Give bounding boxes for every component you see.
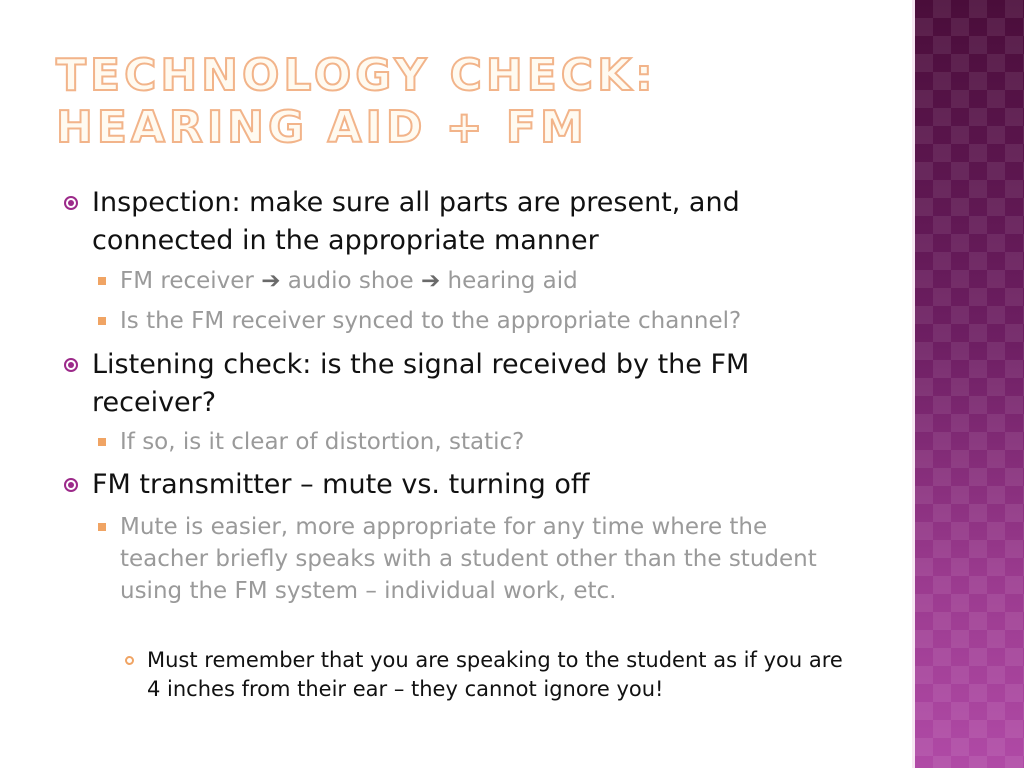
bullet-listening [92, 346, 852, 422]
bullet-synced [120, 305, 880, 337]
slide-title: TECHNOLOGY CHECK: HEARING AID + FM [56, 50, 657, 153]
bullet-remember [147, 646, 857, 704]
fm-receiver-label: FM receiver [120, 268, 254, 294]
bullet-remember-text: Must remember that you are speaking to the student as if you are 4 inches from their ear – they cannot ignore you! [147, 648, 843, 701]
diamond-pattern [915, 0, 1024, 768]
bullet-fm-chain-text [120, 265, 860, 297]
bullet-transmitter-text: FM transmitter – mute vs. turning off [92, 469, 590, 500]
circle-dot-bullet-icon [64, 358, 78, 372]
bullet-inspection-text: Inspection: make sure all parts are present, and connected in the appropriate manner [92, 187, 740, 256]
bullet-distortion [120, 426, 860, 458]
square-bullet-icon [98, 277, 106, 285]
square-bullet-icon [98, 438, 106, 446]
bullet-transmitter [92, 466, 852, 504]
bullet-mute-text: Mute is easier, more appropriate for any time where the teacher briefly speaks with a student other than the student using the FM system – individual work, etc. [120, 514, 817, 604]
ring-bullet-icon [125, 656, 134, 665]
bullet-fm-chain [120, 265, 860, 297]
right-arrow-icon: ➔ [420, 268, 441, 294]
circle-dot-bullet-icon [64, 478, 78, 492]
bullet-listening-text: Listening check: is the signal received by the FM receiver? [92, 349, 750, 418]
hearing-aid-label: hearing aid [447, 268, 578, 294]
circle-dot-bullet-icon [64, 196, 78, 210]
bullet-inspection [92, 184, 852, 260]
bullet-distortion-text: If so, is it clear of distortion, static? [120, 429, 525, 455]
square-bullet-icon [98, 523, 106, 531]
decorative-side-band [912, 0, 1024, 768]
audio-shoe-label: audio shoe [287, 268, 414, 294]
bullet-mute [120, 511, 840, 607]
square-bullet-icon [98, 317, 106, 325]
bullet-synced-text: Is the FM receiver synced to the appropriate channel? [120, 308, 742, 334]
right-arrow-icon: ➔ [261, 268, 281, 294]
